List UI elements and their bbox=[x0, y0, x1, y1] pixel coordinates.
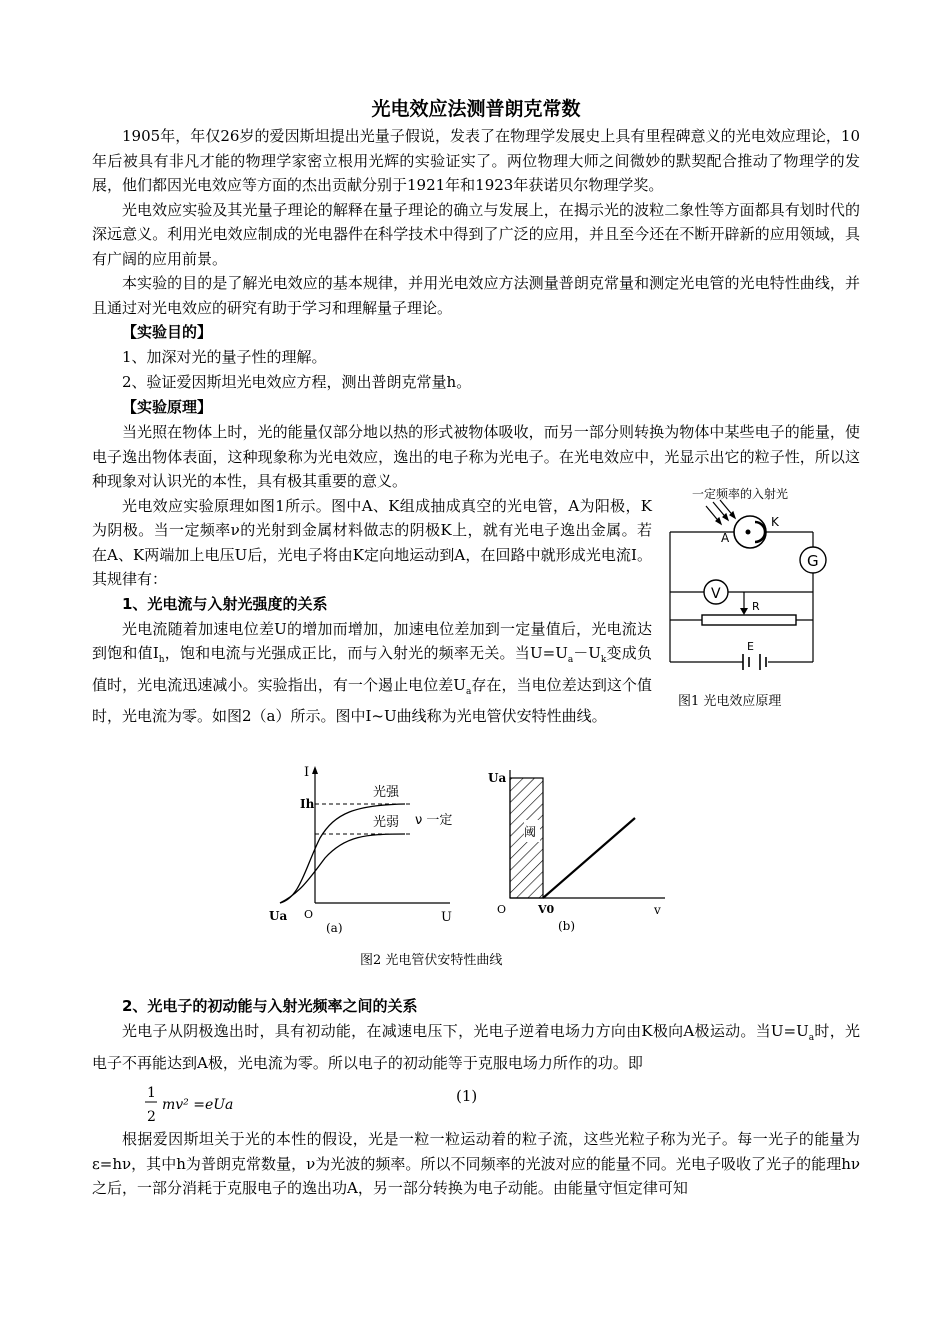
fig1-label-K: K bbox=[771, 515, 779, 529]
section-2-paragraph-1: 光电子从阴极逸出时，具有初动能，在减速电压下，光电子逆着电场力方向由K极向A极运动。当$U=U_a$时，光电子不再能达到A极，光电流为零。所以电子的初动能等于克服电场力所作的功。即 bbox=[92, 1022, 860, 1072]
fig2a-label-Ih: Ih bbox=[300, 797, 315, 811]
equation-number: (1) bbox=[456, 1087, 478, 1105]
fig2a-axis-I: I bbox=[304, 765, 310, 780]
purpose-item-1: 1、加深对光的量子性的理解。 bbox=[122, 348, 327, 366]
section-2 bbox=[92, 994, 860, 1201]
figure-1-caption: 图1 光电效应原理 bbox=[678, 694, 782, 709]
fig1-light-label: 一定频率的入射光 bbox=[692, 487, 789, 501]
section-2-heading: 2、光电子的初动能与入射光频率之间的关系 bbox=[122, 997, 418, 1015]
fig2a-axis-U: U bbox=[441, 910, 452, 925]
fig2b-sublabel: (b) bbox=[558, 919, 576, 933]
subsection-1-heading: 1、光电流与入射光强度的关系 bbox=[122, 594, 328, 613]
figure-1-circuit bbox=[668, 484, 858, 674]
fig2b-axis-v: v bbox=[654, 903, 661, 917]
fig2a-label-nu: ν 一定 bbox=[415, 813, 453, 828]
document-title: 光电效应法测普朗克常数 bbox=[371, 98, 581, 120]
fig2a-iv-curve bbox=[269, 765, 452, 935]
rheostat bbox=[702, 615, 796, 625]
fig2b-label-O: O bbox=[497, 903, 507, 916]
fig1-label-A: A bbox=[721, 531, 730, 545]
eq-numerator: 1 bbox=[147, 1085, 156, 1101]
eq-denominator: 2 bbox=[147, 1109, 156, 1125]
principle-paragraph-2: 光电效应实验原理如图1所示。图中A、K组成抽成真空的光电管，A为阳极，K为阴极。当一定频率ν的光射到金属材料做志的阴极K上，就有光电子逸出金属。若在A、K两端加上电压U后，光电子将由K定向地运动到A，在回路中就形成光电流I。其规律有： bbox=[92, 496, 652, 588]
principle-paragraph-1: 当光照在物体上时，光的能量仅部分地以热的形式被物体吸收，而另一部分则转换为物体中某些电子的能量，使电子逸出物体表面，这种现象称为光电效应，逸出的电子称为光电子。在光电效应中，光显示出它的粒子性，所以这种现象对认识光的本性，具有极其重要的意义。 bbox=[92, 423, 860, 490]
fig2a-label-weak: 光弱 bbox=[373, 815, 400, 830]
principle-paragraph-3: 光电流随着加速电位差U的增加而增加，加速电位差加到一定量值后，光电流达到饱和值$I_h$，饱和电流与光强成正比，而与入射光的频率无关。当$U=U_a-U_k$变成负值时，光电流迅速减小。实验指出，有一个遏止电位差$U_a$存在，当电位差达到这个值时，光电流为零。如图2（a）所示。图中I~U曲线称为光电管伏安特性曲线。 bbox=[92, 619, 652, 725]
light-rays bbox=[706, 500, 735, 524]
purpose-item-2: 2、验证爱因斯坦光电效应方程，测出普朗克常量h。 bbox=[122, 373, 472, 391]
principle-heading: 【实验原理】 bbox=[122, 398, 213, 416]
fig2b-threshold-plot bbox=[488, 770, 665, 933]
figure-2-caption: 图2 光电管伏安特性曲线 bbox=[360, 953, 503, 968]
eq-rhs: mv² =eUa bbox=[162, 1097, 234, 1113]
fig2b-label-threshold: 阈 bbox=[524, 825, 537, 839]
fig2a-label-Ua: Ua bbox=[269, 909, 288, 923]
equation-1 bbox=[92, 1075, 860, 1127]
fig1-label-R: R bbox=[752, 600, 760, 613]
fig1-label-E: E bbox=[747, 640, 754, 653]
fig2a-sublabel: (a) bbox=[326, 921, 343, 935]
fig2b-axis-Ua: Ua bbox=[488, 771, 507, 785]
fig2a-label-O: O bbox=[304, 908, 314, 921]
section-2-paragraph-2: 根据爱因斯坦关于光的本性的假设，光是一粒一粒运动着的粒子流，这些光粒子称为光子。每一光子的能量为ε=hν，其中h为普朗克常数量，ν为光波的频率。所以不同频率的光波对应的能量不同。光电子吸收了光子的能理hν之后，一部分消耗于克服电子的逸出功A，另一部分转换为电子动能。由能量守恒定律可知 bbox=[92, 1130, 860, 1197]
purpose-heading: 【实验目的】 bbox=[122, 323, 213, 341]
fig1-label-G: G bbox=[807, 552, 819, 570]
intro-paragraph-3: 本实验的目的是了解光电效应的基本规律，并用光电效应方法测量普朗克常量和测定光电管的光电特性曲线，并且通过对光电效应的研究有助于学习和理解量子理论。 bbox=[92, 274, 860, 317]
fig2a-label-strong: 光强 bbox=[373, 785, 400, 800]
intro-paragraph-1: 1905年，年仅26岁的爱因斯坦提出光量子假说，发表了在物理学发展史上具有里程碑意义的光电效应理论，10年后被具有非凡才能的物理学家密立根用光辉的实验证实了。两位物理大师之间微妙的默契配合推动了物理学的发展，他们都因光电效应等方面的杰出贡献分别于1921年和1923年获诺贝尔物理学奖。 bbox=[92, 127, 860, 194]
fig2b-label-V0: V0 bbox=[538, 903, 555, 916]
fig1-label-V: V bbox=[711, 586, 721, 602]
figure-2 bbox=[260, 758, 680, 942]
battery bbox=[743, 654, 766, 670]
intro-paragraph-2: 光电效应实验及其光量子理论的解释在量子理论的确立与发展上，在揭示光的波粒二象性等方面都具有划时代的深远意义。利用光电效应制成的光电器件在科学技术中得到了广泛的应用，并且至今还在不断开辟新的应用领域，具有广阔的应用前景。 bbox=[92, 200, 860, 268]
